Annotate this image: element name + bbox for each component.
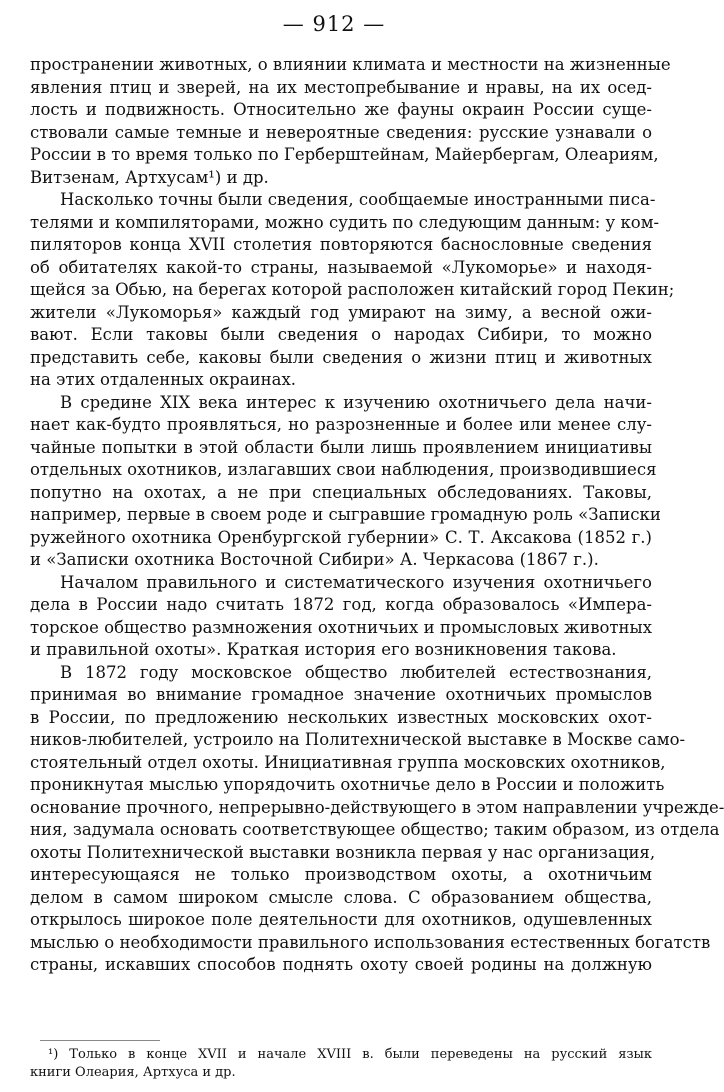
- footnote-divider: [40, 1040, 160, 1041]
- text-line: щейся за Обью, на берегах которой расположен китайский город Пекин;: [30, 280, 675, 299]
- text-line: В 1872 году московское общество любителей естествознания,: [60, 662, 652, 682]
- text-line: пространении животных, о влиянии климата и местности на жизненные: [30, 55, 671, 74]
- text-line: основание прочного, непрерывно-действующего в этом направлении учрежде-: [30, 797, 724, 817]
- text-line: Витзенам, Артхусам¹) и др.: [30, 167, 269, 187]
- text-line: вают. Если таковы были сведения о народах Сибири, то можно: [30, 325, 652, 344]
- text-line: дела в России надо считать 1872 год, когда образовалось «Импера-: [30, 595, 652, 614]
- body-text: [30, 54, 724, 977]
- text-line: ствовали самые темные и невероятные сведения: русские узнавали о: [30, 122, 652, 142]
- text-line: представить себе, каковы были сведения о жизни птиц и животных: [30, 347, 652, 367]
- text-line: ния, задумала основать соответствующее общество; таким образом, из отдела: [30, 820, 720, 839]
- text-line: на этих отдаленных окраинах.: [30, 370, 297, 389]
- text-line: пиляторов конца XVII столетия повторяются баснословные сведения: [30, 235, 652, 254]
- text-line: торское общество размножения охотничьих и промысловых животных: [30, 617, 652, 637]
- text-line: об обитателях какой-то страны, называемой «Лукоморье» и находя-: [30, 257, 652, 277]
- footnote-line: книги Олеария, Артхуса и др.: [30, 1065, 236, 1080]
- text-line: жители «Лукоморья» каждый год умирают на зиму, а весной ожи-: [30, 302, 652, 322]
- text-line: России в то время только по Герберштейнам, Майербергам, Олеариям,: [30, 145, 659, 164]
- footnotes: [30, 1046, 652, 1082]
- text-line: и правильной охоты». Краткая история его возникновения такова.: [30, 640, 617, 659]
- footnote-line: ¹) Только в конце XVII и начале XVIII в. были переведены на русский язык: [48, 1047, 652, 1062]
- text-line: отдельных охотников, излагавших свои наблюдения, производившиеся: [30, 460, 657, 479]
- text-line: делом в самом широком смысле слова. С образованием общества,: [30, 887, 652, 907]
- text-line: проникнутая мыслью упорядочить охотничье дело в России и положить: [30, 775, 665, 794]
- text-line: открылось широкое поле деятельности для охотников, одушевленных: [30, 910, 652, 929]
- text-line: попутно на охотах, а не при специальных обследованиях. Таковы,: [30, 482, 652, 502]
- text-line: явления птиц и зверей, на их местопребывание и нравы, на их осед-: [30, 77, 652, 97]
- text-line: Началом правильного и систематического изучения охотничьего: [60, 572, 652, 592]
- text-line: чайные попытки в этой области были лишь проявлением инициативы: [30, 437, 652, 457]
- text-line: лость и подвижность. Относительно же фауны окраин России суще-: [30, 100, 652, 119]
- text-line: и «Записки охотника Восточной Сибири» А. Черкасова (1867 г.).: [30, 550, 599, 569]
- text-line: в России, по предложению нескольких известных московских охот-: [30, 707, 652, 727]
- text-line: интересующаяся не только производством охоты, а охотничьим: [30, 865, 652, 884]
- text-line: ников-любителей, устроило на Политехнической выставке в Москве само-: [30, 730, 686, 749]
- text-line: ружейного охотника Оренбургской губернии» С. Т. Аксакова (1852 г.): [30, 527, 652, 547]
- text-line: охоты Политехнической выставки возникла первая у нас организация,: [30, 842, 656, 862]
- text-line: нает как-будто проявляться, но разрозненные и более или менее слу-: [30, 415, 652, 434]
- text-line: страны, искавших способов поднять охоту своей родины на должную: [30, 955, 652, 974]
- text-line: стоятельный отдел охоты. Инициативная группа московских охотников,: [30, 752, 666, 772]
- text-line: Насколько точны были сведения, сообщаемые иностранными писа-: [60, 190, 656, 209]
- text-line: мыслью о необходимости правильного использования естественных богатств: [30, 932, 711, 952]
- text-line: например, первые в своем роде и сыгравшие громадную роль «Записки: [30, 505, 661, 524]
- page-number: — 912 —: [282, 12, 386, 36]
- text-line: В средине XIX века интерес к изучению охотничьего дела начи-: [60, 392, 652, 412]
- text-line: принимая во внимание громадное значение охотничьих промыслов: [30, 685, 652, 704]
- text-line: телями и компиляторами, можно судить по следующим данным: у ком-: [30, 212, 660, 232]
